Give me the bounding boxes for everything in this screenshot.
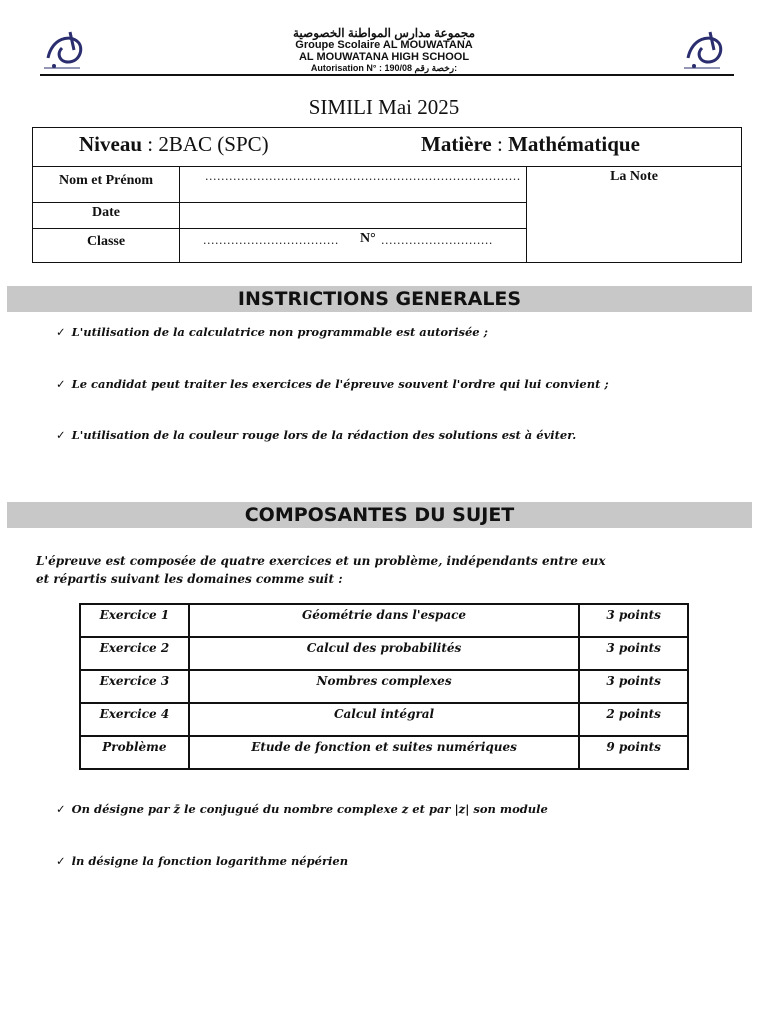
note-item [56,802,548,816]
note-label: La Note [610,169,658,184]
table-row [80,604,688,637]
matiere-field [421,132,640,157]
header-divider [40,74,734,76]
exercise-name: Problème [80,736,189,769]
composantes-heading: COMPOSANTES DU SUJET [7,502,752,528]
instruction-text: Le candidat peut traiter les exercices de l'épreuve souvent l'ordre qui lui convient ; [71,377,609,391]
exercise-points: 9 points [579,736,688,769]
exercise-domain: Géométrie dans l'espace [189,604,580,637]
exercise-name: Exercice 2 [80,637,189,670]
intro-line-1: L'épreuve est composée de quatre exercices et un problème, indépendants entre eux [36,554,606,568]
check-icon: ✓ [56,325,66,339]
exercise-points: 3 points [579,670,688,703]
matiere-sep: : [496,132,509,156]
student-info-table [32,127,742,263]
check-icon: ✓ [56,854,66,868]
matiere-value: Mathématique [508,132,640,156]
instruction-text: L'utilisation de la calculatrice non programmable est autorisée ; [71,325,488,339]
matiere-label: Matière [421,132,492,156]
note-text: ln désigne la fonction logarithme népérien [71,854,349,868]
table-row [80,670,688,703]
check-icon: ✓ [56,428,66,442]
exercise-name: Exercice 3 [80,670,189,703]
numero-dots[interactable]: ............................ [381,234,493,247]
note-text: On désigne par z̄ le conjugué du nombre complexe z et par |z| son module [71,802,548,816]
check-icon: ✓ [56,802,66,816]
exercise-domain: Etude de fonction et suites numériques [189,736,580,769]
table-row [80,637,688,670]
nom-label: Nom et Prénom [58,173,154,188]
instruction-item [56,428,576,442]
exercises-table [79,603,689,770]
exercise-name: Exercice 1 [80,604,189,637]
school-name-arabic: مجموعة مدارس المواطنة الخصوصية [292,26,476,40]
exercise-points: 3 points [579,604,688,637]
classe-label: Classe [86,234,126,249]
numero-label: N° [360,231,376,246]
info-divider-v1 [179,166,180,262]
niveau-label: Niveau [79,132,142,156]
instruction-item [56,325,488,339]
level-subject-row [33,128,741,167]
niveau-field [79,132,269,157]
instructions-heading: INSTRICTIONS GENERALES [7,286,752,312]
exercise-points: 2 points [579,703,688,736]
check-icon: ✓ [56,377,66,391]
classe-dots[interactable]: .................................. [203,234,339,247]
exercise-domain: Calcul des probabilités [189,637,580,670]
niveau-sep: : [147,132,159,156]
exercise-domain: Calcul intégral [189,703,580,736]
exam-title: SIMILI Mai 2025 [308,95,460,119]
instruction-text: L'utilisation de la couleur rouge lors de la rédaction des solutions est à éviter. [71,428,577,442]
school-name-fr: Groupe Scolaire AL MOUWATANA [295,39,473,51]
info-divider-h1 [33,202,526,203]
note-item [56,854,348,868]
intro-line-2: et répartis suivant les domaines comme suit : [36,572,343,586]
exercise-points: 3 points [579,637,688,670]
authorization-number: Autorisation N° : 190/08 رخصة رقم: [310,63,458,73]
nom-dots[interactable]: ............................................................................... [205,170,521,183]
exercise-domain: Nombres complexes [189,670,580,703]
table-row [80,736,688,769]
exercise-name: Exercice 4 [80,703,189,736]
table-row [80,703,688,736]
composantes-intro [36,552,736,588]
info-divider-h2 [33,228,526,229]
school-name-en: AL MOUWATANA HIGH SCHOOL [298,51,470,63]
instruction-item [56,377,609,391]
date-label: Date [92,205,120,220]
niveau-value: 2BAC (SPC) [158,132,269,156]
